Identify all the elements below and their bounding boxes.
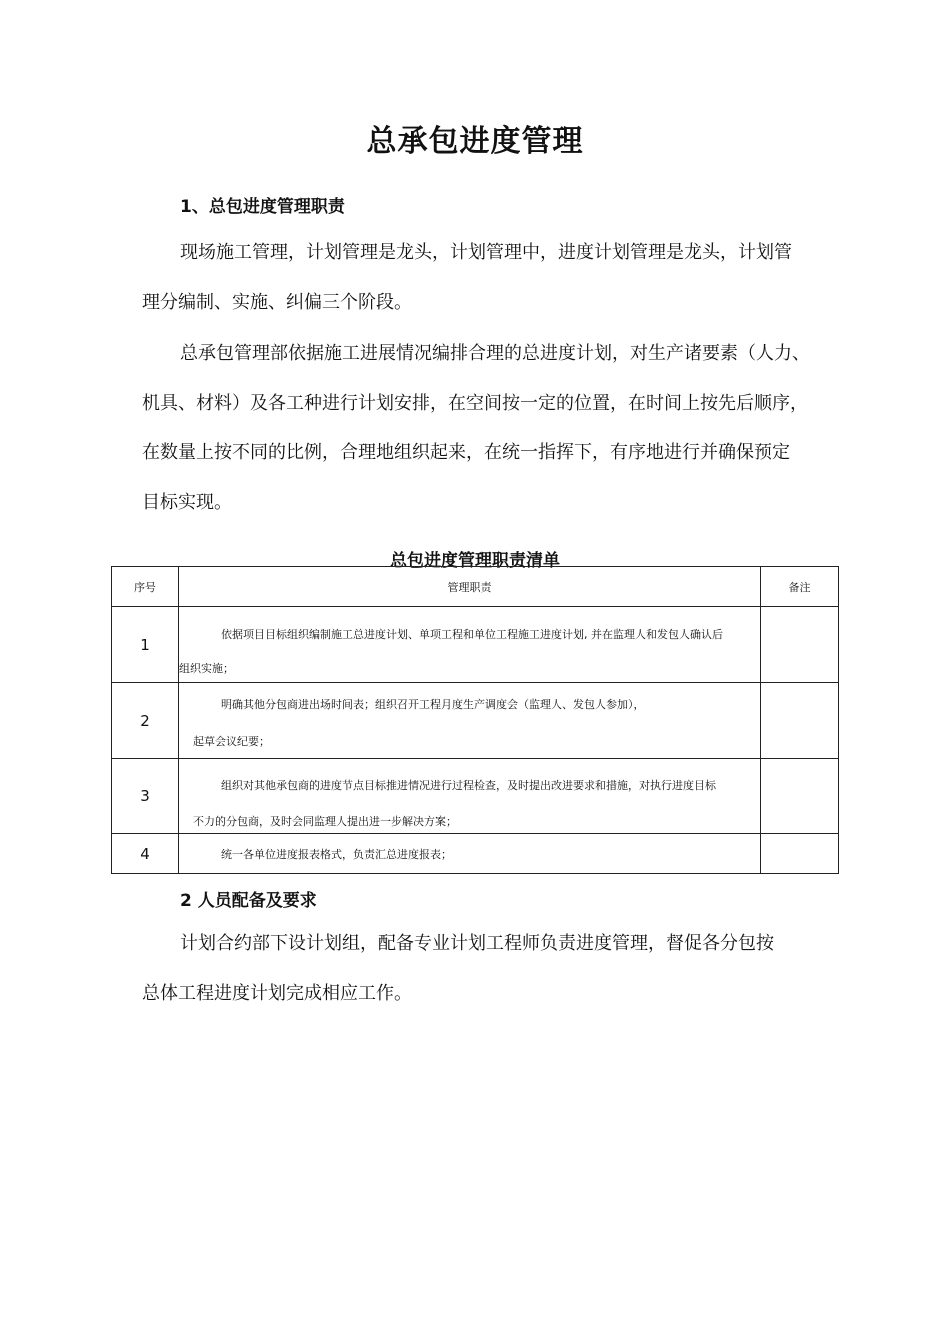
paragraph-line: 现场施工管理，计划管理是龙头，计划管理中，进度计划管理是龙头，计划管 [180, 242, 792, 263]
row-note [761, 607, 839, 683]
duty-line: 不力的分包商，及时会同监理人提出进一步解决方案； [193, 815, 457, 828]
row-note [761, 759, 839, 834]
paragraph-line: 机具、材料）及各工种进行计划安排，在空间按一定的位置，在时间上按先后顺序， [142, 392, 808, 414]
section-2-paragraph [142, 919, 842, 1018]
row-duty [179, 683, 761, 759]
duty-table [111, 566, 839, 874]
section-1-paragraph-1 [142, 228, 842, 327]
duty-line: 统一各单位进度报表格式，负责汇总进度报表； [221, 847, 452, 861]
row-index: 1 [112, 607, 179, 683]
page-title: 总承包进度管理 [366, 124, 584, 159]
paragraph-line: 在数量上按不同的比例，合理地组织起来，在统一指挥下，有序地进行并确保预定 [142, 442, 790, 463]
paragraph-line: 计划合约部下设计划组，配备专业计划工程师负责进度管理，督促各分包按 [180, 933, 774, 954]
section-2-heading: 2 人员配备及要求 [180, 891, 317, 911]
table-header-row [112, 567, 839, 607]
row-index: 3 [112, 759, 179, 834]
row-duty [179, 834, 761, 874]
duty-line: 依据项目目标组织编制施工总进度计划、单项工程和单位工程施工进度计划, 并在监理人和发包人确认后 [221, 628, 723, 641]
section-1-heading: 1、总包进度管理职责 [180, 197, 345, 217]
duty-line: 组织实施； [179, 662, 234, 675]
table-title: 总包进度管理职责清单 [390, 551, 560, 571]
row-index: 4 [112, 834, 179, 874]
column-header-index: 序号 [112, 567, 179, 607]
column-header-duty: 管理职责 [179, 567, 761, 607]
paragraph-line: 总体工程进度计划完成相应工作。 [142, 982, 412, 1004]
row-note [761, 683, 839, 759]
table-row [112, 759, 839, 834]
table-row [112, 834, 839, 874]
table-row [112, 607, 839, 683]
paragraph-line: 目标实现。 [142, 491, 232, 513]
duty-line: 组织对其他承包商的进度节点目标推进情况进行过程检查，及时提出改进要求和措施，对执行进度目标 [221, 779, 716, 792]
row-index: 2 [112, 683, 179, 759]
section-1-paragraph-2 [142, 329, 842, 527]
column-header-note: 备注 [761, 567, 839, 607]
table-row [112, 683, 839, 759]
duty-line: 明确其他分包商进出场时间表；组织召开工程月度生产调度会（监理人、发包人参加）， [221, 698, 645, 711]
duty-line: 起草会议纪要； [193, 735, 270, 748]
paragraph-line: 理分编制、实施、纠偏三个阶段。 [142, 291, 412, 313]
row-duty [179, 759, 761, 834]
paragraph-line: 总承包管理部依据施工进展情况编排合理的总进度计划，对生产诸要素（人力、 [180, 343, 810, 364]
row-duty [179, 607, 761, 683]
row-note [761, 834, 839, 874]
